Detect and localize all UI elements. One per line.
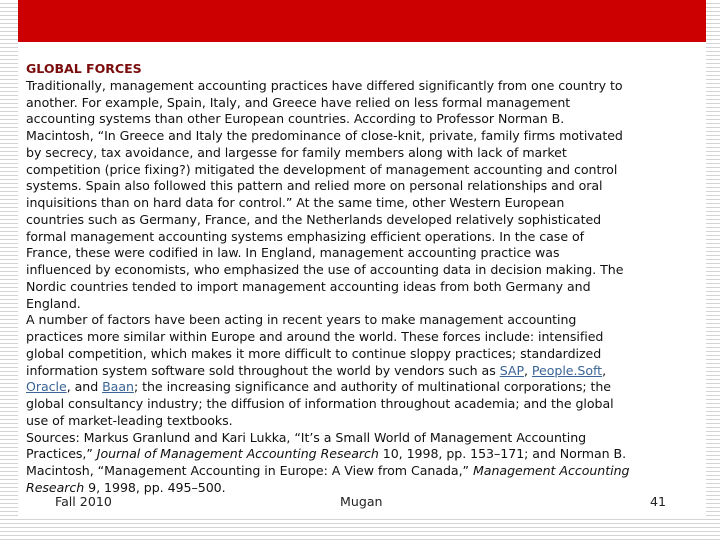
text-segment: ; the increasing significance and authority of multinational corporations; the [133, 379, 612, 395]
footer-date: Fall 2010 [55, 494, 112, 509]
text-segment: influenced by economists, who emphasized the use of accounting data in decision making. The [26, 262, 624, 277]
text-segment: 10, 1998, pp. 153–171; and Norman B. [378, 446, 627, 462]
text-line [26, 312, 706, 329]
text-line [26, 363, 706, 380]
section-heading: GLOBAL FORCES [26, 61, 142, 76]
text-segment: Traditionally, management accounting practices have differed significantly from one country to [26, 77, 623, 93]
text-line [26, 346, 706, 363]
text-segment: global competition, which makes it more difficult to continue sloppy practices; standardized [26, 345, 602, 361]
text-line [26, 329, 706, 346]
text-segment: 9, 1998, pp. 495–500. [84, 479, 226, 495]
text-line [26, 229, 706, 246]
text-segment: formal management accounting systems emphasizing efficient operations. In the case of [26, 228, 585, 244]
text-line [26, 162, 706, 179]
text-line [26, 111, 706, 128]
text-segment: global consultancy industry; the diffusion of information throughout academia; and the global [26, 396, 614, 411]
text-segment: France, these were codified in law. In England, management accounting practice was [26, 245, 560, 261]
text-segment: , and [66, 379, 103, 395]
italic-text: Research [26, 479, 85, 495]
link-people-soft[interactable]: People.Soft [531, 362, 603, 378]
text-segment: competition (price fixing?) mitigated the development of management accounting and control [26, 161, 618, 177]
text-line [26, 262, 706, 279]
title-banner [18, 0, 706, 42]
link-sap[interactable]: SAP [499, 362, 524, 378]
text-segment: accounting systems than other European countries. According to Professor Norman B. [26, 111, 565, 127]
text-line [26, 296, 706, 313]
text-line [26, 128, 706, 145]
text-segment: information system software sold throughout the world by vendors such as [26, 362, 500, 378]
text-line [26, 379, 706, 396]
text-segment: A number of factors have been acting in recent years to make management accounting [26, 312, 577, 328]
text-segment: use of market-leading textbooks. [26, 412, 233, 428]
text-line [26, 396, 706, 413]
footer-author: Mugan [340, 494, 383, 509]
text-segment: another. For example, Spain, Italy, and Greece have relied on less formal management [26, 94, 571, 110]
text-segment: countries such as Germany, France, and the Netherlands developed relatively sophisticated [26, 211, 602, 227]
text-segment: Sources: Markus Granlund and Kari Lukka, “It’s a Small World of Management Accounting [26, 429, 587, 445]
text-line [26, 95, 706, 112]
text-segment: , [524, 362, 532, 378]
text-line [26, 413, 706, 430]
link-oracle[interactable]: Oracle [26, 379, 67, 395]
text-segment: inquisitions than on hard data for control.” At the same time, other Western European [26, 195, 565, 210]
text-line [26, 430, 706, 447]
text-line [26, 178, 706, 195]
text-line [26, 463, 706, 480]
text-segment: by secrecy, tax avoidance, and largesse for family members along with lack of market [26, 144, 567, 160]
text-segment: Nordic countries tended to import management accounting ideas from both Germany and [26, 278, 591, 294]
link-baan[interactable]: Baan [102, 379, 134, 395]
text-line [26, 145, 706, 162]
text-line [26, 78, 706, 95]
footer-page-number: 41 [650, 494, 667, 509]
text-segment: Practices,” [26, 446, 97, 462]
italic-text: Journal of Management Accounting Research [96, 446, 379, 462]
slide [18, 0, 706, 516]
text-segment: systems. Spain also followed this pattern and relied more on personal relationships and oral [26, 178, 603, 194]
text-segment: practices more similar within Europe and around the world. These forces include: intensified [26, 329, 604, 344]
text-line [26, 212, 706, 229]
text-line [26, 245, 706, 262]
text-line [26, 446, 706, 463]
text-segment: Macintosh, “In Greece and Italy the predominance of close-knit, private, family firms motivated [26, 128, 623, 143]
text-line [26, 279, 706, 296]
italic-text: Management Accounting [472, 463, 630, 478]
slide-body [26, 61, 706, 497]
text-segment: , [602, 362, 607, 378]
text-line [26, 195, 706, 212]
text-segment: England. [26, 295, 81, 311]
text-segment: Macintosh, “Management Accounting in Europe: A View from Canada,” [26, 463, 473, 478]
